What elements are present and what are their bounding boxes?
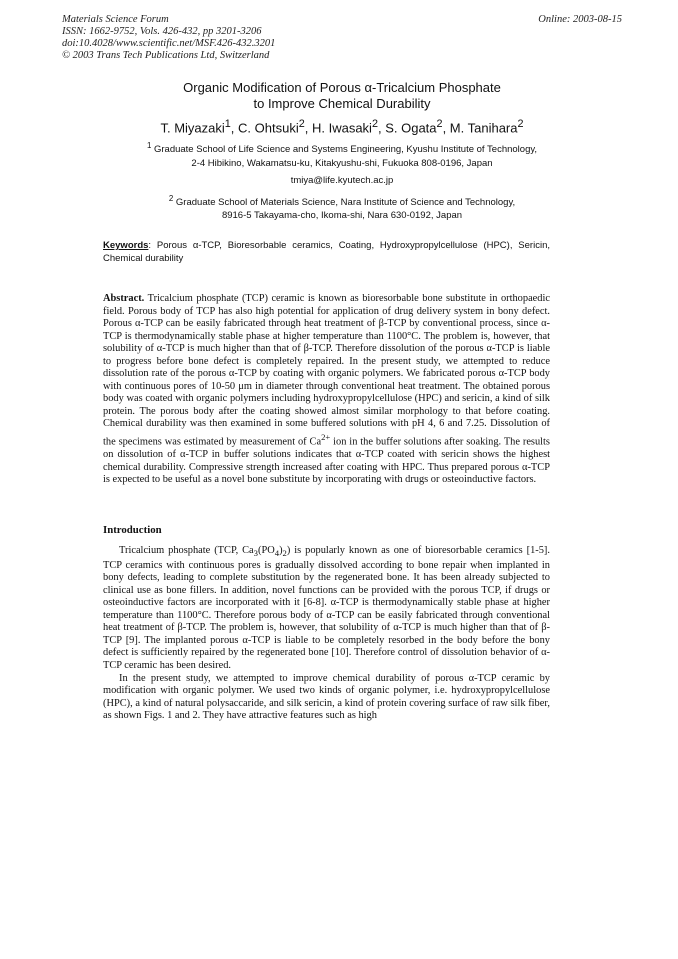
copyright-line: © 2003 Trans Tech Publications Ltd, Switzerland (62, 50, 270, 61)
intro-paragraph-1 (103, 545, 550, 673)
intro-p1-text: (PO (258, 545, 275, 556)
author-affil-sup: 2 (371, 118, 378, 130)
affiliation-2-line-1: Graduate School of Materials Science, Nara Institute of Science and Technology, (175, 197, 516, 209)
author-name: M. Tanihara (449, 120, 518, 136)
paper-title (62, 80, 622, 112)
affiliation-1 (62, 140, 622, 156)
keywords-label: Keywords (103, 240, 149, 251)
abstract (103, 293, 550, 487)
intro-p1-text: ) is popularly known as one of bioresorbable ceramics [1-5]. TCP ceramics with continuous pores is gradually dissolved according to bone repair when implanted in bony defects, leading to complete substitution by the regenerated bone. It has been already subjected to clinical use as bone fillers. In addition, novel functions can be provided with the porous TCP, if drugs or osteoinductive factors are incorporated with it [6-8]. α-TCP is thermodynamically stable phase at higher temperature than 1100°C. Therefore porous body of α-TCP can be easily fabricated through conventional heat treatment of β-TCP. The problem is, however, that solubility of α-TCP is much higher than that of β-TCP [9]. The implanted porous α-TCP is liable to be completely resorbed in the body before the bony defect is sufficiently repaired by the regenerated bone [10]. Therefore control of dissolution behavior of α-TCP ceramic has been desired. (103, 545, 550, 671)
journal-header (62, 14, 622, 62)
title-line-2: to Improve Chemical Durability (253, 96, 431, 111)
affiliation-2-line-2: 8916-5 Takayama-cho, Ikoma-shi, Nara 630-0192, Japan (221, 210, 463, 221)
online-date: Online: 2003-08-15 (538, 14, 622, 25)
formula-subscript: 2 (282, 548, 287, 559)
issn-line: ISSN: 1662-9752, Vols. 426-432, pp 3201-3206 (62, 26, 262, 37)
abstract-label: Abstract. (103, 293, 145, 304)
formula-subscript: 3 (253, 548, 258, 559)
author-affil-sup: 1 (224, 118, 231, 130)
abstract-text-a: Tricalcium phosphate (TCP) ceramic is known as bioresorbable bone substitute in orthopaedic field. Porous body of TCP has also high potential for application of drug delivery system in bony defect. Porous α-TCP can be easily fabricated through heat treatment of β-TCP by conventional process, since α-TCP is thermodynamically stable phase at higher temperature than 1100°C. The problem is, however, that solubility of α-TCP is much higher than that of β-TCP. Therefore dissolution of the porous α-TCP is liable to progress before bone defect is completely repaired. In the present study, we attempted to reduce dissolution rate of the porous α-TCP by coating with organic polymers. We fabricated porous α-TCP body with continuous pores of 10-50 μm in diameter through conventional heat treatment. The obtained porous body was coated with organic polymers including hydroxypropylcellulose (HPC) and sericin, a kind of silk protein. The porous body after the coating showed almost similar morphology to that before coating. Chemical durability was then examined in some buffered solutions with pH 4, 6 and 7.25. Dissolution of the specimens was estimated by measurement of Ca (103, 293, 550, 448)
keywords-text: Porous α-TCP, Bioresorbable ceramics, Coating, Hydroxypropylcellulose (HPC), Sericin, Chemical durability (103, 240, 550, 264)
introduction-body (103, 545, 550, 723)
affiliation-sup: 1 (146, 141, 152, 150)
intro-p1-text: Tricalcium phosphate (TCP, Ca (119, 545, 254, 556)
author-email[interactable]: tmiya@life.kyutech.ac.jp (290, 175, 394, 186)
intro-paragraph-2: In the present study, we attempted to improve chemical durability of porous α-TCP ceramic by modification with organic polymer. We used two kinds of organic polymer, i.e. hydroxypropylcellulose (HPC), a kind of natural polysaccaride, and silk sericin, a kind of protein covering surface of raw silk fiber, as shown Figs. 1 and 2. They have attractive features such as high (103, 672, 550, 722)
affiliation-1-line-1: Graduate School of Life Science and Systems Engineering, Kyushu Institute of Technology, (153, 144, 538, 156)
introduction-heading: Introduction (103, 524, 162, 536)
author-affil-sup: 2 (517, 118, 524, 130)
title-line-1: Organic Modification of Porous α-Tricalcium Phosphate (183, 80, 501, 95)
doi-line: doi:10.4028/www.scientific.net/MSF.426-432.3201 (62, 38, 276, 49)
author-name: C. Ohtsuki (238, 120, 299, 136)
affiliation-sup: 2 (168, 194, 174, 203)
author-affil-sup: 2 (298, 118, 305, 130)
author-list: T. Miyazaki$^1$, C. Ohtsuki$^2$, H. Iwasaki$^2$, S. Ogata$^2$, M. Tanihara$^2$ (160, 118, 524, 136)
keywords-block: Keywords: Porous α-TCP, Bioresorbable ceramics, Coating, Hydroxypropylcellulose (HPC), Sericin, Chemical durability (103, 240, 550, 264)
author-affil-sup: 2 (436, 118, 443, 130)
affiliation-1-line-2: 2-4 Hibikino, Wakamatsu-ku, Kitakyushu-shi, Fukuoka 808-0196, Japan (191, 158, 493, 169)
author-name: S. Ogata (385, 120, 437, 136)
abstract-text-b: ion in the buffer solutions after soaking. The results on dissolution of α-TCP in buffer solutions indicates that α-TCP coated with sericin shows the highest chemical durability. Compressive strength increased after coating with HPC. Thus prepared porous α-TCP is expected to be useful as a novel bone substitute by incorporating with drugs or osteoinductive factors. (103, 436, 550, 486)
formula-subscript: 4 (274, 548, 280, 559)
author-name: H. Iwasaki (311, 120, 372, 136)
journal-name: Materials Science Forum (62, 14, 169, 25)
abstract-superscript: 2+ (321, 432, 331, 443)
intro-p1-text: ) (279, 545, 283, 556)
author-name: T. Miyazaki (160, 120, 225, 136)
affiliation-2 (62, 193, 622, 209)
